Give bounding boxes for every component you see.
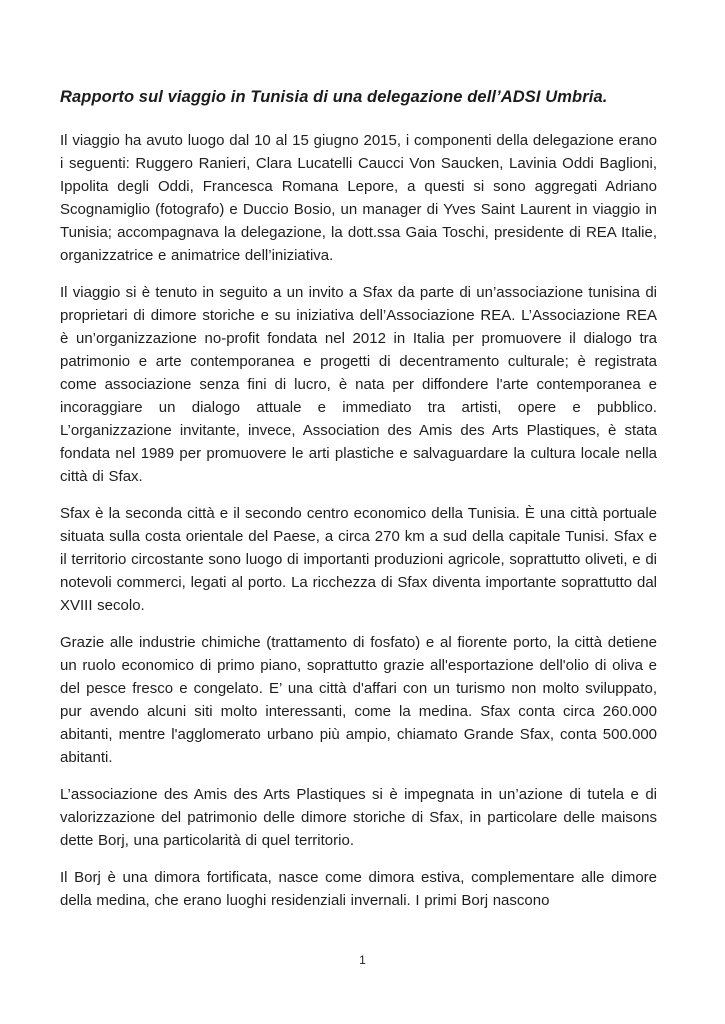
paragraph-sfax-city: Sfax è la seconda città e il secondo centro economico della Tunisia. È una città portuale situata sulla costa orientale del Paese, a circa 270 km a sud della capitale Tunisi. Sfax e il territorio circostante sono luogo di importanti produzioni agricole, soprattutto oliveti, e di notevoli commerci, legati al porto. La ricchezza di Sfax diventa importante soprattutto dal XVIII secolo. [60,505,657,614]
paragraph-industrie: Grazie alle industrie chimiche (trattamento di fosfato) e al fiorente porto, la città detiene un ruolo economico di primo piano, soprattutto grazie all'esportazione dell'olio di oliva e del pesce fresco e congelato. E’ una città d'affari con un turismo non molto sviluppato, pur avendo alcuni siti molto interessanti, come la medina. Sfax conta circa 260.000 abitanti, mentre l'agglomerato urbano più ampio, chiamato Grande Sfax, conta 500.000 abitanti. [60,634,657,766]
paragraph-associazione-tutela: L’associazione des Amis des Arts Plastiques si è impegnata in un’azione di tutela e di valorizzazione del patrimonio delle dimore storiche di Sfax, in particolare delle maisons dette Borj, una particolarità di quel territorio. [60,786,657,849]
page-number: 1 [359,953,366,967]
paragraph-borj: Il Borj è una dimora fortificata, nasce come dimora estiva, complementare alle dimore della medina, che erano luoghi residenziali invernali. I primi Borj nascono [60,869,657,909]
document-title: Rapporto sul viaggio in Tunisia di una delegazione dell’ADSI Umbria. [60,88,608,106]
paragraph-invito-sfax: Il viaggio si è tenuto in seguito a un invito a Sfax da parte di un’associazione tunisina di proprietari di dimore storiche e su iniziativa dell’Associazione REA. L’Associazione REA è un’organizzazione no-profit fondata nel 2012 in Italia per promuovere il dialogo tra patrimonio e arte contemporanea e progetti di decentramento culturale; è registrata come associazione senza fini di lucro, è nata per diffondere l'arte contemporanea e incoraggiare un dialogo attuale e immediato tra artisti, opere e pubblico. L’organizzazione invitante, invece, Association des Amis des Arts Plastiques, è stata fondata nel 1989 per promuovere le arti plastiche e salvaguardare la cultura locale nella città di Sfax. [60,284,657,485]
paragraph-delegation: Il viaggio ha avuto luogo dal 10 al 15 giugno 2015, i componenti della delegazione erano i seguenti: Ruggero Ranieri, Clara Lucatelli Caucci Von Saucken, Lavinia Oddi Baglioni, Ippolita degli Oddi, Francesca Romana Lepore, a questi si sono aggregati Adriano Scognamiglio (fotografo) e Duccio Bosio, un manager di Yves Saint Laurent in viaggio in Tunisia; accompagnava la delegazione, la dott.ssa Gaia Toschi, presidente di REA Italie, organizzatrice e animatrice dell’iniziativa. [60,132,657,264]
document-content [60,86,657,926]
